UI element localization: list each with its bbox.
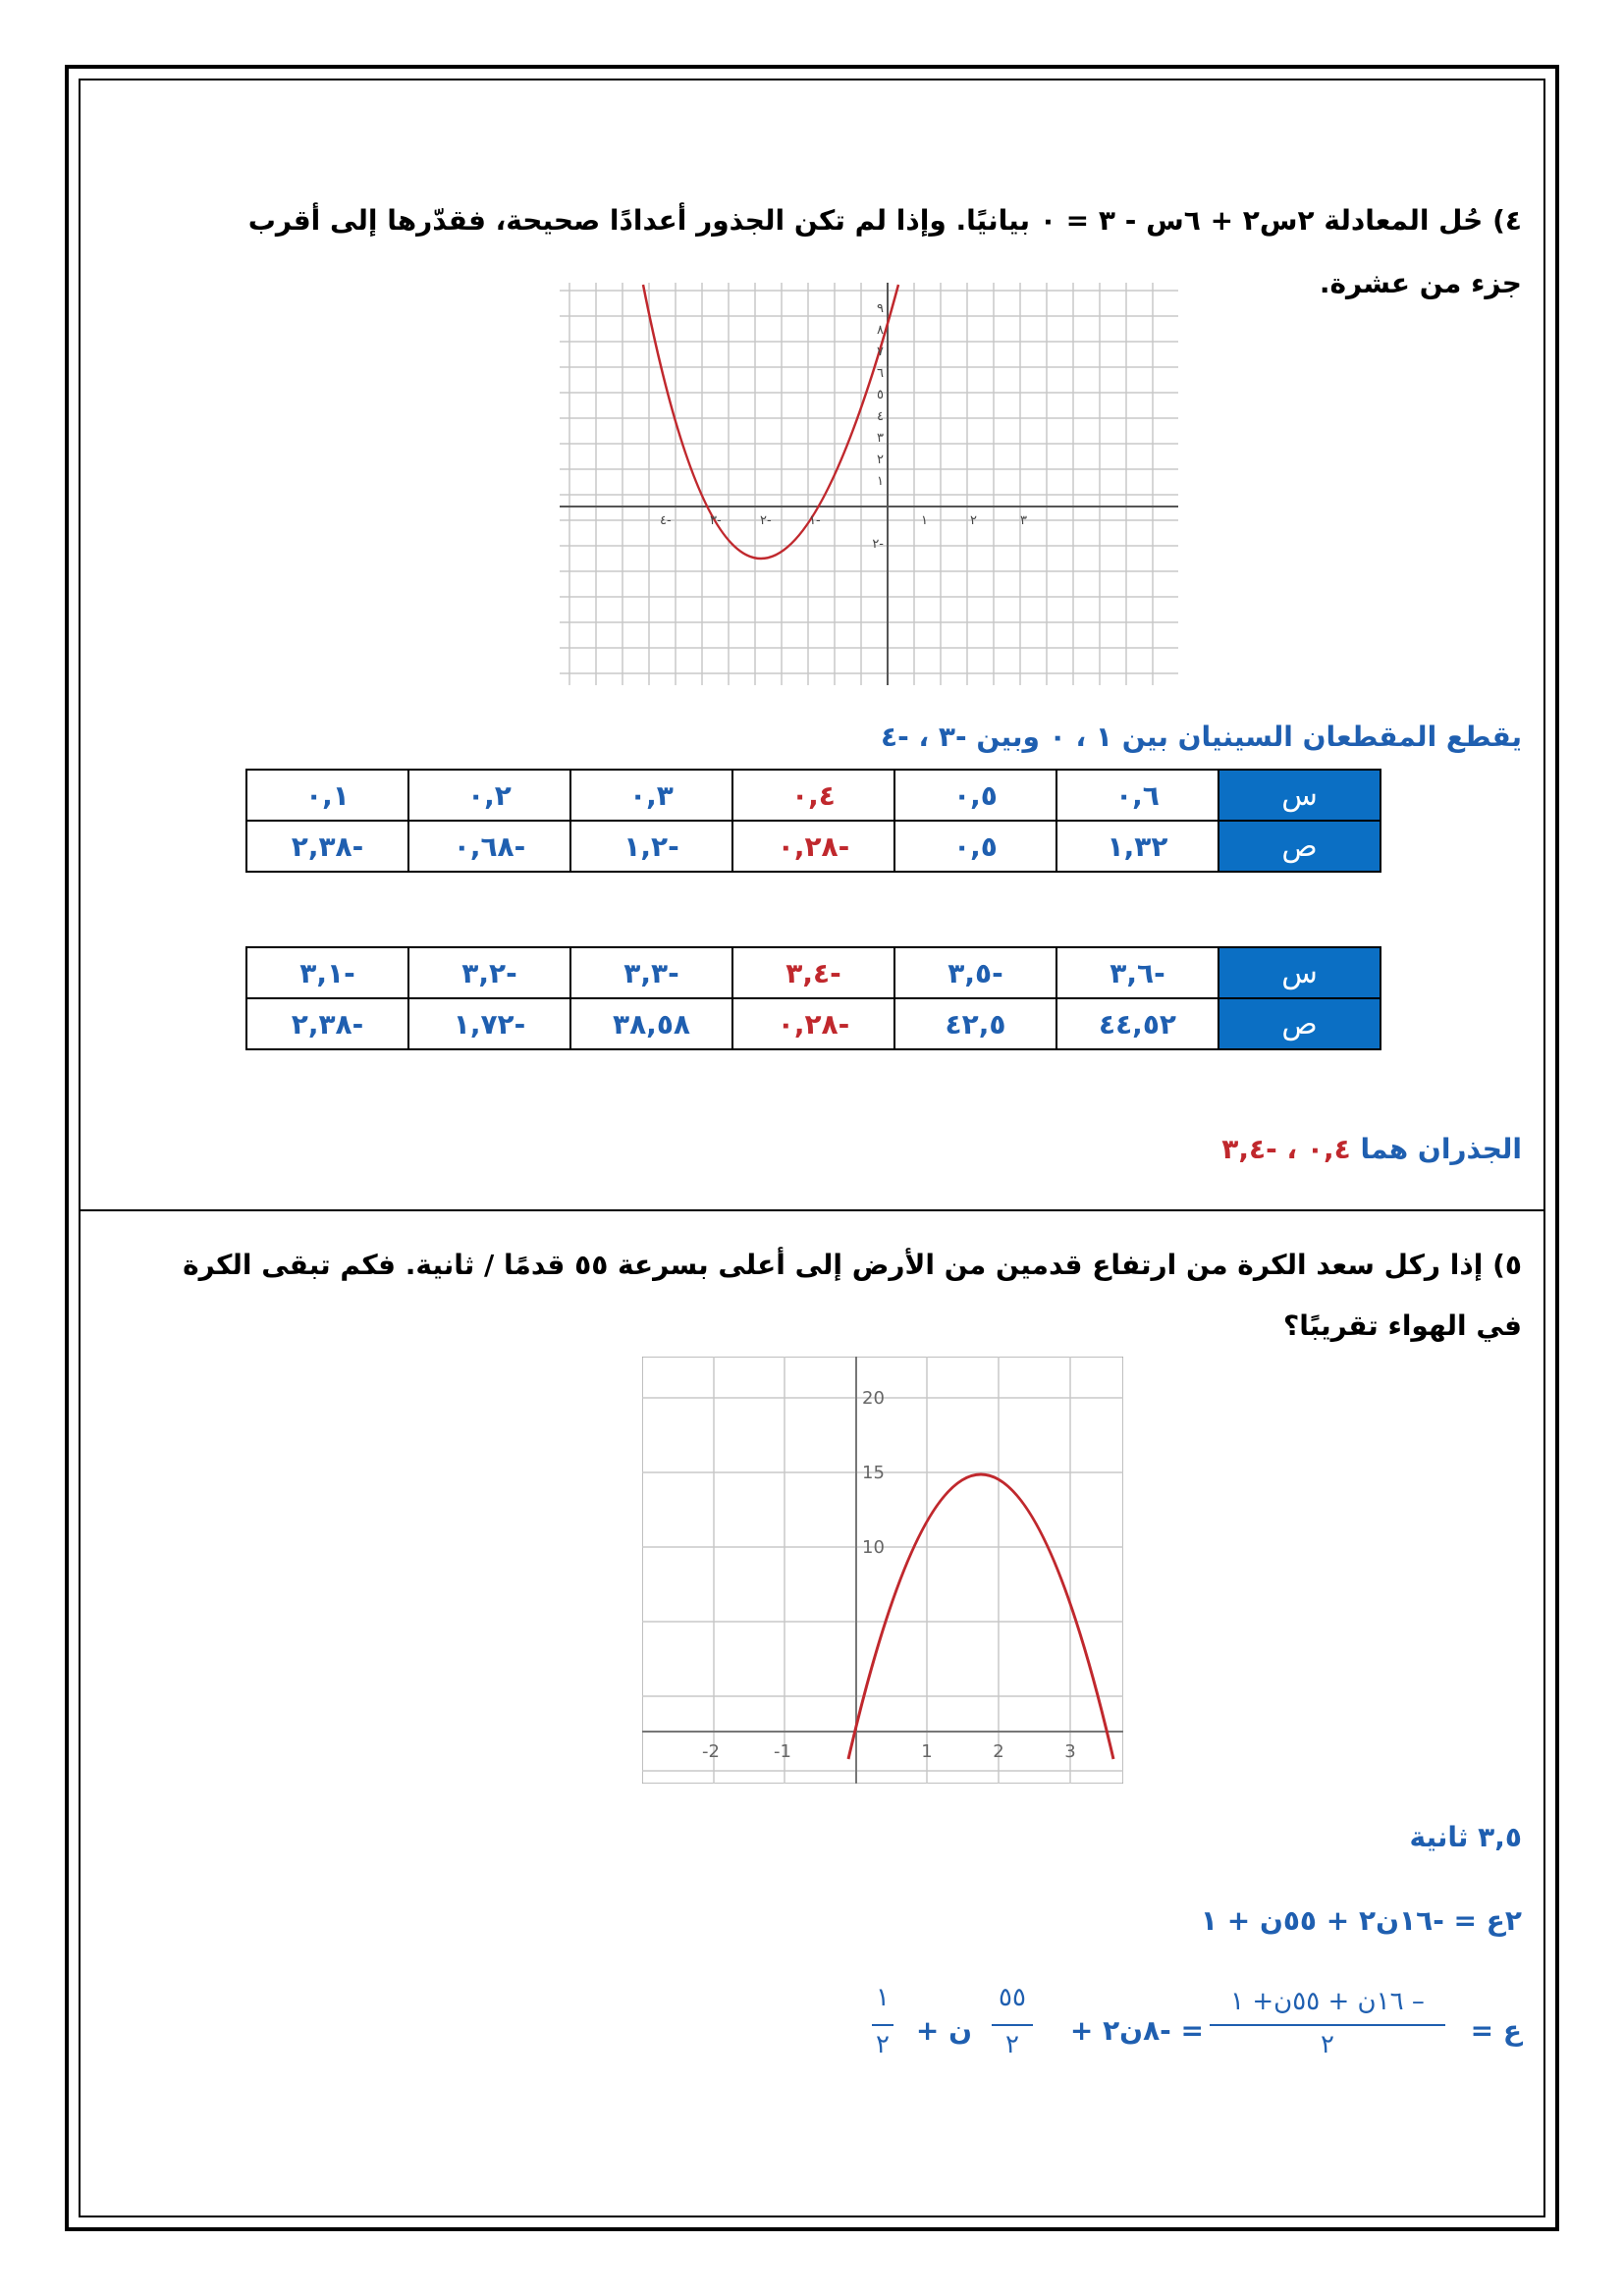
table-cell: -٣,٣ [570,947,732,998]
table-cell-highlight: -٠,٢٨ [732,821,894,872]
roots-label: الجذران هما [1360,1133,1522,1165]
table-row [246,770,1380,821]
q4-xtick: ٢- [760,513,772,528]
q4-text-line1: ٤) حُل المعادلة ٢س٢ + ٦س - ٣ = ٠ بيانيًا. وإذا لم تكن الجذور أعدادًا صحيحة، فقدّرها إلى أقرب [247,204,1522,237]
roots-value: ٠,٤ ، -٣,٤ [1221,1133,1351,1165]
table-cell: ٠,٥ [894,770,1056,821]
q4-xtick: ١- [809,513,821,528]
q4-table-1 [245,769,1381,873]
section-divider [79,1209,1545,1211]
q5-xtick: 1 [921,1741,933,1762]
q5-equation: ٢ع = -١٦ن٢ + ٥٥ن + ١ [1200,1904,1522,1937]
q4-roots-line [1221,1133,1522,1165]
q5-ytick: 15 [862,1463,885,1483]
table-cell: ٠,٣ [570,770,732,821]
table-cell: ٠,٦ [1056,770,1218,821]
q4-ytick: ٩ [877,301,884,316]
frac3-line [872,2024,893,2026]
q4-xtick: ٤- [660,513,672,528]
q4-parabola-graph [560,283,1178,685]
table-header-x: س [1218,770,1380,821]
q4-ytick: ٥ [877,388,884,402]
table-cell: ٤٤,٥٢ [1056,998,1218,1049]
frac2-denominator: ٢ [1005,2030,1019,2059]
q4-text-line2: جزء من عشرة. [1319,267,1522,299]
q5-parabola-graph [642,1357,1123,1784]
table-cell: -٣,٦ [1056,947,1218,998]
table-row [246,947,1380,998]
table-cell: -٢,٣٨ [246,821,408,872]
q5-text-line2: في الهواء تقريبًا؟ [1282,1309,1522,1342]
q4-ytick: ٢- [872,537,884,552]
table-cell: -٣,٥ [894,947,1056,998]
q4-ytick: ٤ [877,409,884,424]
table-cell: ٤٢,٥ [894,998,1056,1049]
table-row [246,821,1380,872]
table-cell: ٠,٥ [894,821,1056,872]
table-cell: ١,٣٢ [1056,821,1218,872]
q5-xtick: 3 [1064,1741,1076,1762]
table-cell: ٣٨,٥٨ [570,998,732,1049]
table-cell-highlight: ٠,٤ [732,770,894,821]
frac1-denominator: ٢ [1321,2030,1334,2059]
table-cell: -١,٢ [570,821,732,872]
q4-xtick: ٣ [1020,513,1027,528]
q5-xtick: 2 [993,1741,1004,1762]
q4-ytick: ٢ [877,453,884,467]
q5-xtick: -2 [702,1741,720,1762]
table-cell: ٠,٢ [408,770,570,821]
eq-lhs: ع = [1470,2014,1522,2047]
q5-text-line1: ٥) إذا ركل سعد الكرة من ارتفاع قدمين من الأرض إلى أعلى بسرعة ٥٥ قدمًا / ثانية. فكم تبقى الكرة [183,1249,1522,1281]
q4-ytick: ٣ [877,431,884,446]
q4-xtick: ٣- [710,513,722,528]
table-cell-highlight: -٠,٢٨ [732,998,894,1049]
q5-ytick: 10 [862,1537,885,1558]
table-cell: -٢,٣٨ [246,998,408,1049]
q5-answer: ٣,٥ ثانية [1409,1821,1522,1853]
q4-grid [560,283,1178,685]
table-cell: -٠,٦٨ [408,821,570,872]
eq-mid: = -٨ن٢ + [1069,2014,1204,2047]
frac2-line [992,2024,1033,2026]
table-row [246,998,1380,1049]
table-cell: ٠,١ [246,770,408,821]
frac1-line [1210,2024,1445,2026]
q4-intercept-text: يقطع المقطعان السينيان بين ١ ، ٠ وبين -٣ ، -٤ [881,721,1522,753]
q5-ytick: 20 [862,1388,885,1409]
q4-ytick: ٦ [877,366,884,381]
q4-ytick: ١ [877,474,884,489]
table-cell: -٣,١ [246,947,408,998]
table-header-y: ص [1218,998,1380,1049]
frac1-numerator: – ١٦ن + ٥٥ن+ ١ [1230,1987,1425,2016]
q5-xtick: -1 [774,1741,791,1762]
eq-mid2: ن + [915,2014,972,2047]
frac3-numerator: ١ [876,1983,890,2012]
frac3-denominator: ٢ [876,2030,890,2059]
q4-ytick: ٨ [877,323,884,338]
table-header-x: س [1218,947,1380,998]
table-cell-highlight: -٣,٤ [732,947,894,998]
q4-ytick: ٧ [877,345,884,359]
table-cell: -٣,٢ [408,947,570,998]
table-header-y: ص [1218,821,1380,872]
q4-table-2 [245,946,1381,1050]
frac2-numerator: ٥٥ [999,1983,1026,2012]
q4-xtick: ٢ [970,513,977,528]
table-cell: -١,٧٢ [408,998,570,1049]
q4-xtick: ١ [921,513,928,528]
